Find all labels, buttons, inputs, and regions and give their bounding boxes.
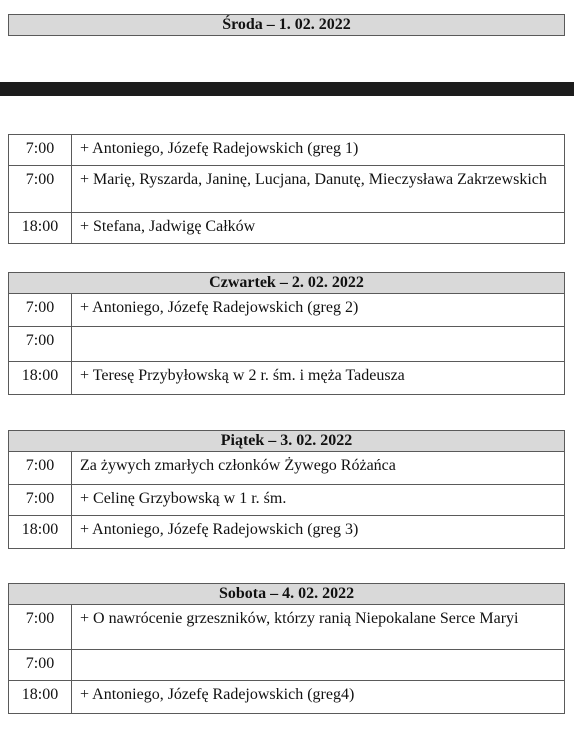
mass-time: 7:00 (9, 605, 72, 650)
mass-intention: + Antoniego, Józefę Radejowskich (greg4) (72, 681, 565, 714)
mass-time: 18:00 (9, 362, 72, 395)
mass-intention (72, 327, 565, 362)
mass-intention: + Celinę Grzybowską w 1 r. śm. (72, 485, 565, 516)
table-row (9, 452, 565, 485)
table-row (9, 485, 565, 516)
mass-intention: + Teresę Przybyłowską w 2 r. śm. i męża Tadeusza (72, 362, 565, 395)
mass-intention: + Marię, Ryszarda, Janinę, Lucjana, Danutę, Mieczysława Zakrzewskich (72, 166, 565, 213)
table-row (9, 681, 565, 714)
mass-intention: + Antoniego, Józefę Radejowskich (greg 3) (72, 516, 565, 549)
mass-intention: + Stefana, Jadwigę Całków (72, 213, 565, 244)
day-header-saturday: Sobota – 4. 02. 2022 (8, 583, 565, 605)
table-row (9, 327, 565, 362)
mass-table-saturday (8, 604, 565, 714)
section-divider-bar (0, 82, 574, 96)
table-row (9, 166, 565, 213)
day-header-wednesday: Środa – 1. 02. 2022 (8, 14, 565, 36)
mass-time: 18:00 (9, 681, 72, 714)
mass-intention: Za żywych zmarłych członków Żywego Różańca (72, 452, 565, 485)
mass-time: 7:00 (9, 327, 72, 362)
mass-intention: + Antoniego, Józefę Radejowskich (greg 1) (72, 135, 565, 166)
mass-table-wednesday (8, 134, 565, 244)
mass-time: 7:00 (9, 166, 72, 213)
mass-table-thursday (8, 293, 565, 395)
mass-time: 18:00 (9, 213, 72, 244)
day-header-friday: Piątek – 3. 02. 2022 (8, 430, 565, 452)
mass-time: 7:00 (9, 294, 72, 327)
mass-table-friday (8, 451, 565, 549)
mass-intention: + O nawrócenie grzeszników, którzy ranią Niepokalane Serce Maryi (72, 605, 565, 650)
day-header-thursday: Czwartek – 2. 02. 2022 (8, 272, 565, 294)
mass-time: 18:00 (9, 516, 72, 549)
table-row (9, 650, 565, 681)
mass-time: 7:00 (9, 135, 72, 166)
mass-time: 7:00 (9, 650, 72, 681)
mass-intention (72, 650, 565, 681)
table-row (9, 516, 565, 549)
mass-intention: + Antoniego, Józefę Radejowskich (greg 2) (72, 294, 565, 327)
table-row (9, 135, 565, 166)
table-row (9, 213, 565, 244)
mass-time: 7:00 (9, 452, 72, 485)
table-row (9, 605, 565, 650)
mass-time: 7:00 (9, 485, 72, 516)
table-row (9, 362, 565, 395)
table-row (9, 294, 565, 327)
